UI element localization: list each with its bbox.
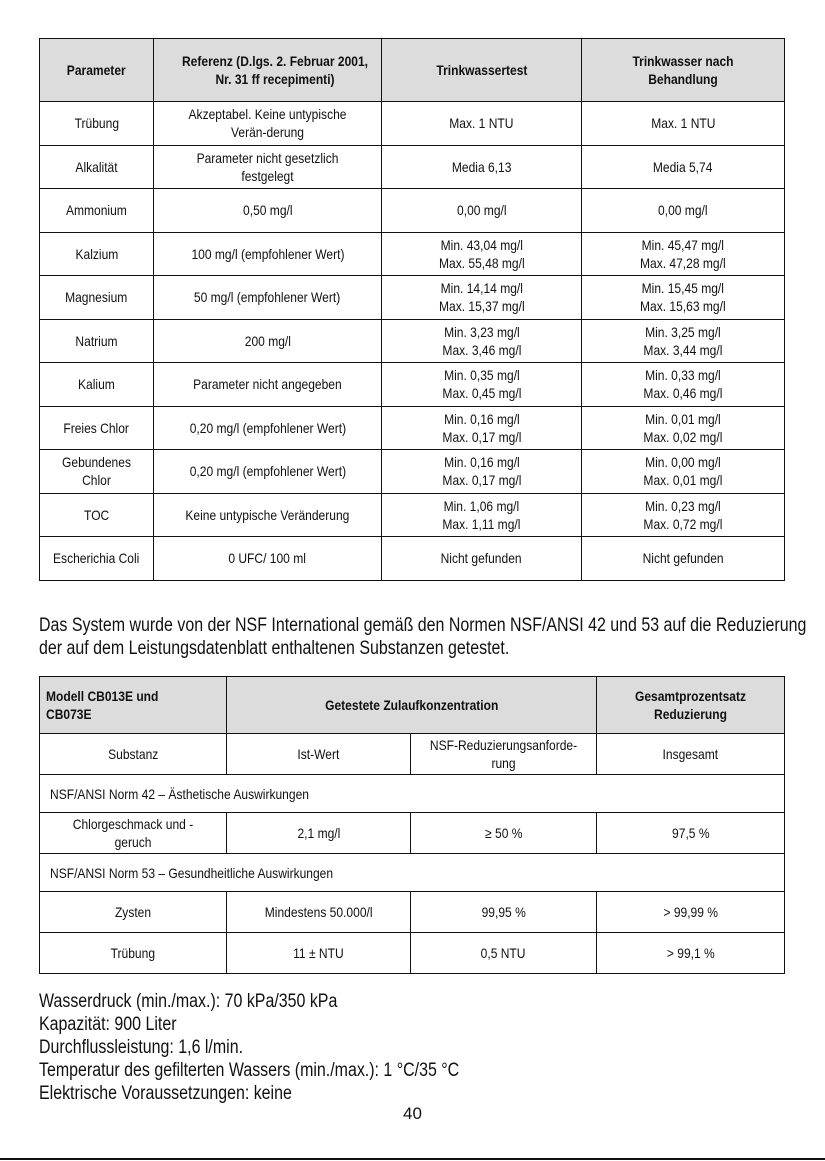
subheader-actual: Ist-Wert	[227, 734, 411, 775]
table-row	[40, 892, 785, 933]
reference-cell: 0 UFC/ 100 ml	[154, 537, 382, 581]
spec-line: Temperatur des gefilterten Wassers (min./max.): 1 °C/35 °C	[39, 1060, 460, 1081]
table-row	[40, 276, 785, 320]
reference-cell: 0,50 mg/l	[154, 189, 382, 233]
parameter-cell: Kalzium	[40, 232, 154, 276]
test-cell: Min. 1,06 mg/l Max. 1,11 mg/l	[382, 493, 582, 537]
header-parameter: Parameter	[40, 39, 154, 102]
test-cell: Media 6,13	[382, 145, 582, 189]
nsf-cell: ≥ 50 %	[411, 813, 597, 854]
parameter-cell: Escherichia Coli	[40, 537, 154, 581]
specifications-list	[39, 990, 539, 1105]
nsf-cell: 0,5 NTU	[411, 933, 597, 974]
intro-paragraph	[39, 614, 807, 660]
header-total-reduction: Gesamtprozentsatz Reduzierung	[597, 677, 785, 734]
table-row	[40, 102, 785, 146]
after-treatment-cell: Min. 0,00 mg/l Max. 0,01 mg/l	[582, 450, 785, 494]
reference-cell: Keine untypische Veränderung	[154, 493, 382, 537]
intro-line-1: Das System wurde von der NSF International gemäß den Normen NSF/ANSI 42 und 53 auf die Reduzierung	[39, 615, 807, 636]
header-tested-concentration: Getestete Zulaufkonzentration	[227, 677, 597, 734]
water-quality-table	[39, 38, 785, 581]
after-treatment-cell: Media 5,74	[582, 145, 785, 189]
table-row	[40, 813, 785, 854]
parameter-cell: Trübung	[40, 102, 154, 146]
parameter-cell: Alkalität	[40, 145, 154, 189]
table-header-row	[40, 39, 785, 102]
table-row	[40, 319, 785, 363]
after-treatment-cell: 0,00 mg/l	[582, 189, 785, 233]
parameter-cell: Kalium	[40, 363, 154, 407]
table-row	[40, 933, 785, 974]
after-treatment-cell: Nicht gefunden	[582, 537, 785, 581]
reference-cell: Akzeptabel. Keine untypische Verän-derung	[154, 102, 382, 146]
after-treatment-cell: Min. 15,45 mg/l Max. 15,63 mg/l	[582, 276, 785, 320]
parameter-cell: Freies Chlor	[40, 406, 154, 450]
table-row	[40, 450, 785, 494]
spec-line: Durchflussleistung: 1,6 l/min.	[39, 1037, 244, 1058]
table-row	[40, 493, 785, 537]
table-row	[40, 406, 785, 450]
header-reference: Referenz (D.lgs. 2. Februar 2001, Nr. 31 ff recepimenti)	[154, 39, 382, 102]
actual-cell: 2,1 mg/l	[227, 813, 411, 854]
after-treatment-cell: Min. 0,33 mg/l Max. 0,46 mg/l	[582, 363, 785, 407]
subheader-nsf-requirement: NSF-Reduzierungsanforde-rung	[411, 734, 597, 775]
intro-line-2: der auf dem Leistungsdatenblatt enthaltenen Substanzen getestet.	[39, 638, 510, 659]
reference-cell: 0,20 mg/l (empfohlener Wert)	[154, 450, 382, 494]
overall-cell: > 99,99 %	[597, 892, 785, 933]
substance-cell: Trübung	[40, 933, 227, 974]
test-cell: Min. 0,16 mg/l Max. 0,17 mg/l	[382, 450, 582, 494]
table-row	[40, 537, 785, 581]
after-treatment-cell: Min. 3,25 mg/l Max. 3,44 mg/l	[582, 319, 785, 363]
reference-cell: 50 mg/l (empfohlener Wert)	[154, 276, 382, 320]
reference-cell: 0,20 mg/l (empfohlener Wert)	[154, 406, 382, 450]
table-row	[40, 363, 785, 407]
parameter-cell: Magnesium	[40, 276, 154, 320]
subheader-overall: Insgesamt	[597, 734, 785, 775]
table-row	[40, 189, 785, 233]
after-treatment-cell: Min. 0,23 mg/l Max. 0,72 mg/l	[582, 493, 785, 537]
test-cell: Nicht gefunden	[382, 537, 582, 581]
actual-cell: Mindestens 50.000/l	[227, 892, 411, 933]
substance-cell: Zysten	[40, 892, 227, 933]
test-cell: Min. 14,14 mg/l Max. 15,37 mg/l	[382, 276, 582, 320]
table-row	[40, 145, 785, 189]
parameter-cell: TOC	[40, 493, 154, 537]
test-cell: Min. 43,04 mg/l Max. 55,48 mg/l	[382, 232, 582, 276]
overall-cell: > 99,1 %	[597, 933, 785, 974]
page-number: 40	[403, 1104, 422, 1123]
reference-cell: 100 mg/l (empfohlener Wert)	[154, 232, 382, 276]
header-model: Modell CB013E und CB073E	[40, 677, 227, 734]
header-drinking-water-test: Trinkwassertest	[382, 39, 582, 102]
test-cell: Min. 0,35 mg/l Max. 0,45 mg/l	[382, 363, 582, 407]
substance-cell: Chlorgeschmack und -geruch	[40, 813, 227, 854]
section-norm-53: NSF/ANSI Norm 53 – Gesundheitliche Auswirkungen	[40, 854, 785, 892]
reference-cell: 200 mg/l	[154, 319, 382, 363]
section-row-42	[40, 775, 785, 813]
after-treatment-cell: Min. 0,01 mg/l Max. 0,02 mg/l	[582, 406, 785, 450]
reference-cell: Parameter nicht gesetzlich festgelegt	[154, 145, 382, 189]
spec-line: Elektrische Voraussetzungen: keine	[39, 1083, 292, 1104]
spec-line: Kapazität: 900 Liter	[39, 1014, 177, 1035]
after-treatment-cell: Max. 1 NTU	[582, 102, 785, 146]
table-header-row	[40, 677, 785, 734]
test-cell: Min. 0,16 mg/l Max. 0,17 mg/l	[382, 406, 582, 450]
parameter-cell: Ammonium	[40, 189, 154, 233]
nsf-cell: 99,95 %	[411, 892, 597, 933]
bottom-rule	[0, 1158, 825, 1160]
table-row	[40, 232, 785, 276]
overall-cell: 97,5 %	[597, 813, 785, 854]
subheader-row	[40, 734, 785, 775]
parameter-cell: Gebundenes Chlor	[40, 450, 154, 494]
reference-cell: Parameter nicht angegeben	[154, 363, 382, 407]
after-treatment-cell: Min. 45,47 mg/l Max. 47,28 mg/l	[582, 232, 785, 276]
nsf-reduction-table	[39, 676, 785, 974]
test-cell: 0,00 mg/l	[382, 189, 582, 233]
test-cell: Max. 1 NTU	[382, 102, 582, 146]
section-row-53	[40, 854, 785, 892]
test-cell: Min. 3,23 mg/l Max. 3,46 mg/l	[382, 319, 582, 363]
spec-line: Wasserdruck (min./max.): 70 kPa/350 kPa	[39, 991, 338, 1012]
parameter-cell: Natrium	[40, 319, 154, 363]
header-after-treatment: Trinkwasser nach Behandlung	[582, 39, 785, 102]
subheader-substance: Substanz	[40, 734, 227, 775]
actual-cell: 11 ± NTU	[227, 933, 411, 974]
section-norm-42: NSF/ANSI Norm 42 – Ästhetische Auswirkungen	[40, 775, 785, 813]
